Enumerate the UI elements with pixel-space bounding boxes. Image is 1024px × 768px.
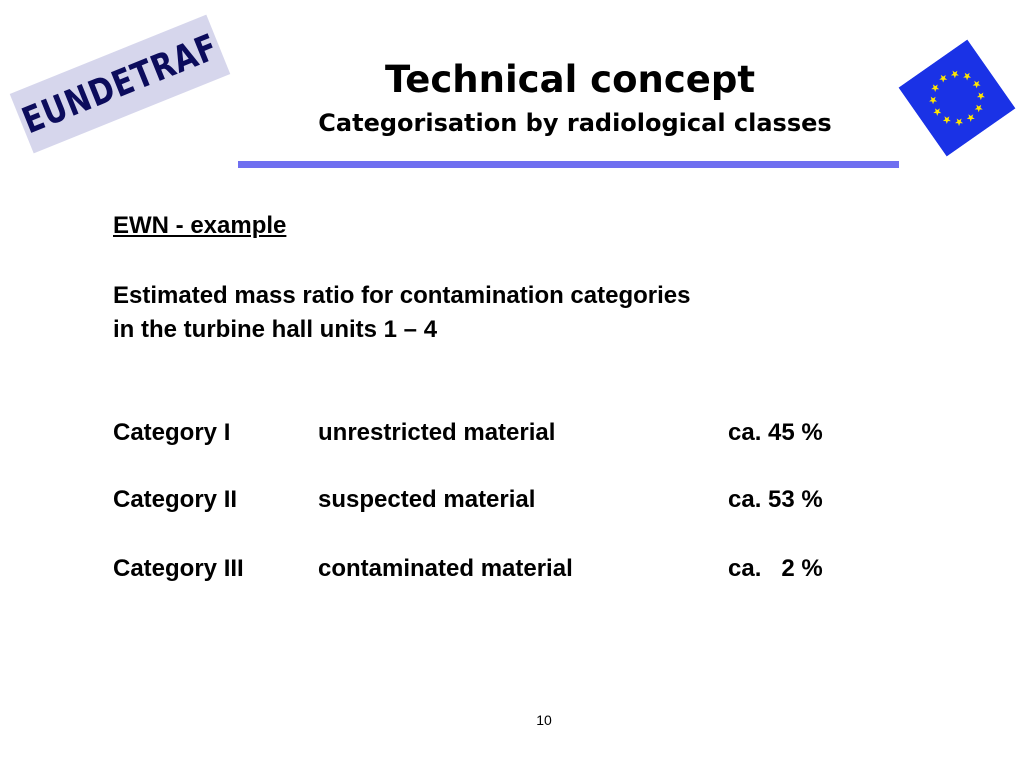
category-row — [113, 417, 853, 449]
category-share: ca. 53 % — [728, 486, 823, 513]
example-label: EWN - example — [113, 212, 287, 239]
category-name: Category III — [113, 555, 244, 582]
category-description: unrestricted material — [318, 419, 556, 446]
eu-flag-icon — [899, 40, 1016, 157]
category-description: suspected material — [318, 486, 536, 513]
category-description: contaminated material — [318, 555, 573, 582]
logo-text: EUNDETRAF — [16, 26, 224, 142]
description-line-2: in the turbine hall units 1 – 4 — [113, 316, 438, 343]
category-share: ca. 45 % — [728, 419, 823, 446]
eu-flag-graphic — [899, 40, 1016, 157]
category-name: Category I — [113, 419, 231, 446]
description-line-1: Estimated mass ratio for contamination categories — [113, 282, 691, 309]
header-divider — [238, 161, 899, 168]
page-title: Technical concept — [384, 58, 756, 101]
category-row — [113, 484, 853, 516]
category-row — [113, 553, 853, 585]
category-share: ca. 2 % — [728, 555, 823, 582]
page-subtitle: Categorisation by radiological classes — [318, 109, 832, 137]
category-name: Category II — [113, 486, 238, 513]
eundetraf-logo — [10, 15, 231, 154]
page-number: 10 — [536, 712, 552, 728]
